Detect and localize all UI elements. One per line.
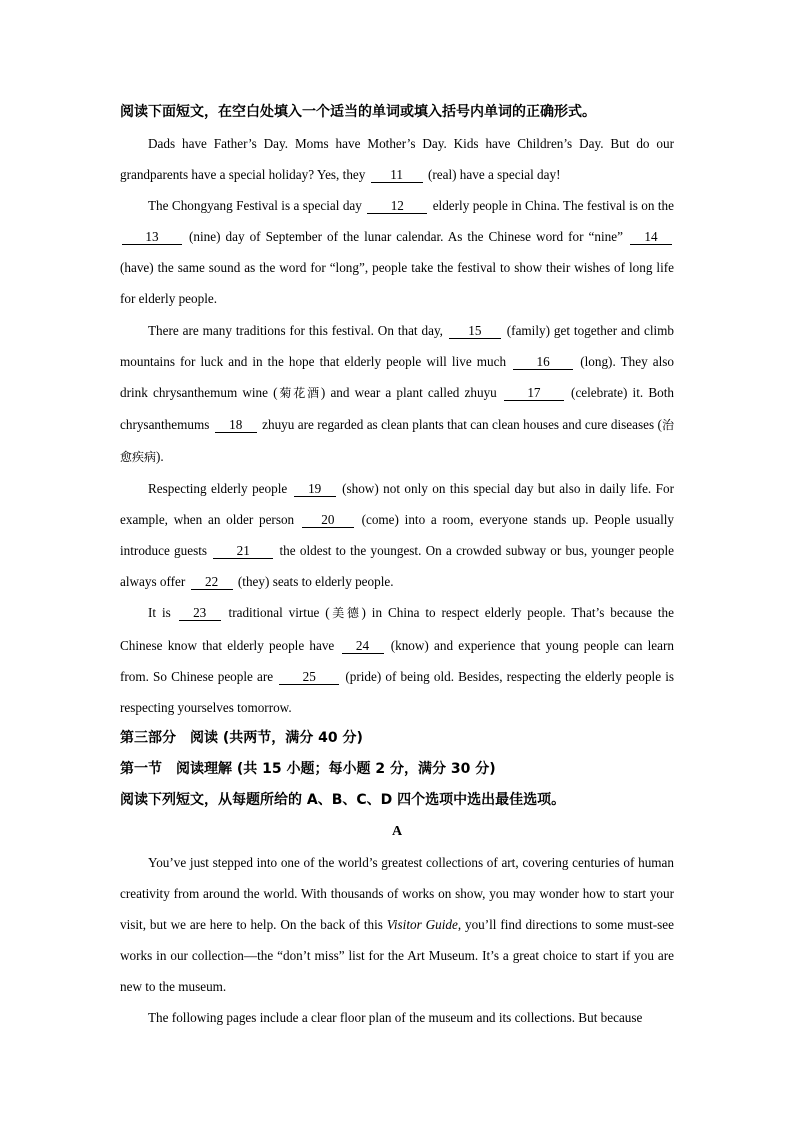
exam-page [120,97,674,1033]
text: (know) and experience that young people can learn from. So Chinese people are [120,637,674,684]
text: (have) the same sound as the word for “long”, people take the festival to show their wishes of long life for elderly people. [120,260,674,307]
text: ). [156,448,164,464]
blank-14: 14 [630,230,672,245]
blank-12: 12 [367,199,427,214]
blank-21: 21 [213,544,273,559]
blank-24: 24 [342,639,384,654]
cloze-instructions: 阅读下面短文，在空白处填入一个适当的单词或填入括号内单词的正确形式。 [120,104,596,120]
blank-11: 11 [371,168,423,183]
text: traditional virtue ( [222,605,330,621]
part-three-title: 第三部分 阅读 (共两节，满分 40 分) [120,729,363,746]
cloze-paragraph-2 [120,190,674,314]
blank-19: 19 [294,482,336,497]
text: ) and wear a plant called zhuyu [320,384,502,400]
text: , you’ll find directions to some must-see works in our collection—the “don’t miss” list for the Art Museum. It’s a great choice to start if you are new to the museum. [120,916,674,995]
text: You’ve just stepped into one of the world’s greatest collections of art, covering centuries of human creativity from around the world. With thousands of works on show, you may wonder how to start your visit, but we are here to help. On the back of this [120,854,674,932]
passage-a-paragraph-2: The following pages include a clear floor plan of the museum and its collections. But because [148,1010,643,1026]
text: (real) have a special day! [424,167,561,183]
cloze-paragraph-5 [120,597,674,722]
text: (they) seats to elderly people. [234,574,394,590]
blank-22: 22 [191,575,233,590]
text: (long). They also drink chrysanthemum wine ( [120,353,674,400]
cloze-paragraph-1 [120,128,674,190]
blank-15: 15 [449,324,501,339]
blank-23: 23 [179,606,221,621]
text: The Chongyang Festival is a special day [148,198,366,214]
text: the oldest to the youngest. On a crowded subway or bus, younger people always offer [120,543,674,590]
chinese-gloss: 治愈疾病 [120,417,674,464]
text: ) in China to respect elderly people. That’s because the Chinese know that elderly people have [120,605,674,653]
text: Dads have Father’s Day. Moms have Mother’s Day. Kids have Children’s Day. But do our grandparents have a special holiday? Yes, they [120,136,674,183]
blank-25: 25 [279,670,339,685]
visitor-guide-title: Visitor Guide [386,916,458,932]
blank-13: 13 [122,230,182,245]
text: (show) not only on this special day but also in daily life. For example, when an older person [120,481,674,528]
text: (pride) of being old. Besides, respecting the elderly people is respecting yourselves tomorrow. [120,668,674,715]
chinese-gloss: 菊花酒 [277,385,321,400]
section-one-title: 第一节 阅读理解 (共 15 小题；每小题 2 分，满分 30 分) [120,760,496,777]
reading-instructions: 阅读下列短文，从每题所给的 A、B、C、D 四个选项中选出最佳选项。 [120,791,566,808]
text: elderly people in China. The festival is on the [429,198,675,214]
passage-label: A [391,823,403,839]
text: (celebrate) it. Both chrysanthemums [120,384,674,432]
text: It is [148,605,177,621]
text: There are many traditions for this festival. On that day, [148,322,447,338]
blank-20: 20 [302,513,354,528]
blank-18: 18 [215,418,257,433]
text: Respecting elderly people [148,481,292,497]
blank-17: 17 [504,386,564,401]
cloze-paragraph-3 [120,315,674,473]
text: zhuyu are regarded as clean plants that can clean houses and cure diseases ( [258,416,662,432]
cloze-paragraph-4 [120,473,674,597]
text: (nine) day of September of the lunar calendar. As the Chinese word for “nine” [184,229,628,245]
blank-16: 16 [513,355,573,370]
text: (family) get together and climb mountains for luck and in the hope that elderly people will live much [120,322,674,369]
chinese-gloss: 美德 [329,606,362,621]
passage-a-paragraph-1 [120,847,674,1002]
text: (come) into a room, everyone stands up. People usually introduce guests [120,512,674,559]
